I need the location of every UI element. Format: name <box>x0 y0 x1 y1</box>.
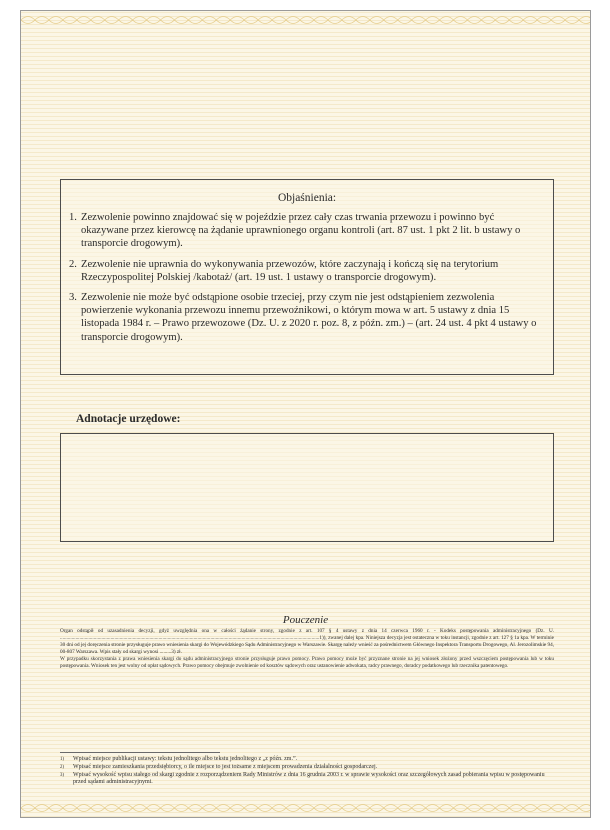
footnote-item <box>60 772 554 788</box>
instruction-body <box>60 628 554 671</box>
document-page <box>20 10 591 818</box>
footnote-text: Wpisać wysokość wpisu stałego od skargi zgodnie z rozporządzeniem Rady Ministrów z dnia 16 grudnia 2003 r. w sprawie wysokości oraz szczegółowych zasad pobierania wpisu w postępowaniu przed sądami administracyjnymi. <box>73 771 545 786</box>
annotations-label: Adnotacje urzędowe: <box>76 413 181 425</box>
explanation-text: Zezwolenie powinno znajdować się w pojeździe przez cały czas trwania przewozu i powinno być okazywane przez kierowcę na żądanie uprawnionego organu kontroli (art. 87 ust. 1 pkt 2 lit. b ustawy o transporcie drogowym). <box>81 212 521 250</box>
explanations-title: Objaśnienia: <box>277 192 337 204</box>
footnote-number: 1) <box>60 757 64 762</box>
footnote-number: 2) <box>60 764 64 770</box>
explanation-number: 2. <box>69 258 77 270</box>
explanation-item <box>69 258 543 284</box>
instruction-paragraph: W przypadku skorzystania z prawa wniesienia skargi do sądu administracyjnego stronie przysługuje prawo pomocy. Prawo pomocy może być przyznane stronie na jej wniosek złożony przed wszczęciem postępowania lub w toku postępowania. Wniosek ten jest wolny od opłat sądowych. Prawo pomocy obejmuje zwolnienie od kosztów sądowych oraz ustanowienie adwokata, radcy prawnego, doradcy podatkowego lub rzecznika patentowego. <box>60 656 554 670</box>
bottom-guilloche-band <box>21 799 590 817</box>
explanations-box <box>60 179 554 375</box>
explanation-number: 3. <box>69 292 77 304</box>
instruction-title: Pouczenie <box>282 614 329 626</box>
footnote-number: 3) <box>60 772 64 778</box>
explanation-item <box>69 291 543 344</box>
footnote-item <box>60 756 554 764</box>
explanations-list <box>69 211 543 351</box>
instruction-paragraph: Organ odstąpił od uzasadnienia decyzji, gdyż uwzględnia ona w całości żądanie strony, zgodnie z art. 107 § 4 ustawy z dnia 14 czerwca 1960 r. - Kodeks postępowania administracyjnego (Dz. U. ........................................................................................................................................................................................................1)), zwanej dalej kpa. Niniejsza decyzja jest ostateczna w toku instancji, zgodnie z art. 127 § 1a kpa. W terminie 30 dni od jej doręczenia stronie przysługuje prawo wniesienia skargi do Wojewódzkiego Sądu Administracyjnego w Warszawie. Skargę należy wnieść za pośrednictwem Głównego Inspektora Transportu Drogowego, Al. Jerozolimskie 94, 00-807 Warszawa. Wpis stały od skargi wynosi .........3) zł. <box>60 628 554 656</box>
footnote-text: Wpisać miejsce publikacji ustawy: tekstu jednolitego albo tekstu jednolitego z „z późn. zm.”. <box>73 756 298 762</box>
footnote-separator <box>60 752 220 753</box>
top-guilloche-band <box>21 11 590 29</box>
footnotes <box>60 756 554 787</box>
explanation-text: Zezwolenie nie może być odstąpione osobie trzeciej, przy czym nie jest odstąpieniem zezwolenia powierzenie wykonania przewozu innemu przewoźnikowi, o którym mowa w art. 5 ustawy z dnia 15 listopada 1984 r. – Prawo przewozowe (Dz. U. z 2020 r. poz. 8, z późn. zm.) – (art. 24 ust. 4 pkt 4 ustawy o transporcie drogowym). <box>81 292 537 343</box>
footnote-item <box>60 764 554 772</box>
explanation-text: Zezwolenie nie uprawnia do wykonywania przewozów, które zaczynają i kończą się na terytorium Rzeczypospolitej Polskiej /kabotaż/ (art. 19 ust. 1 ustawy o transporcie drogowym). <box>81 258 499 283</box>
explanation-item <box>69 211 543 251</box>
footnote-text: Wpisać miejsce zamieszkania przedsiębiorcy, o ile miejsce to jest tożsame z miejscem prowadzenia działalności gospodarczej. <box>73 763 378 770</box>
explanation-number: 1. <box>69 212 77 223</box>
annotations-box <box>60 433 554 542</box>
